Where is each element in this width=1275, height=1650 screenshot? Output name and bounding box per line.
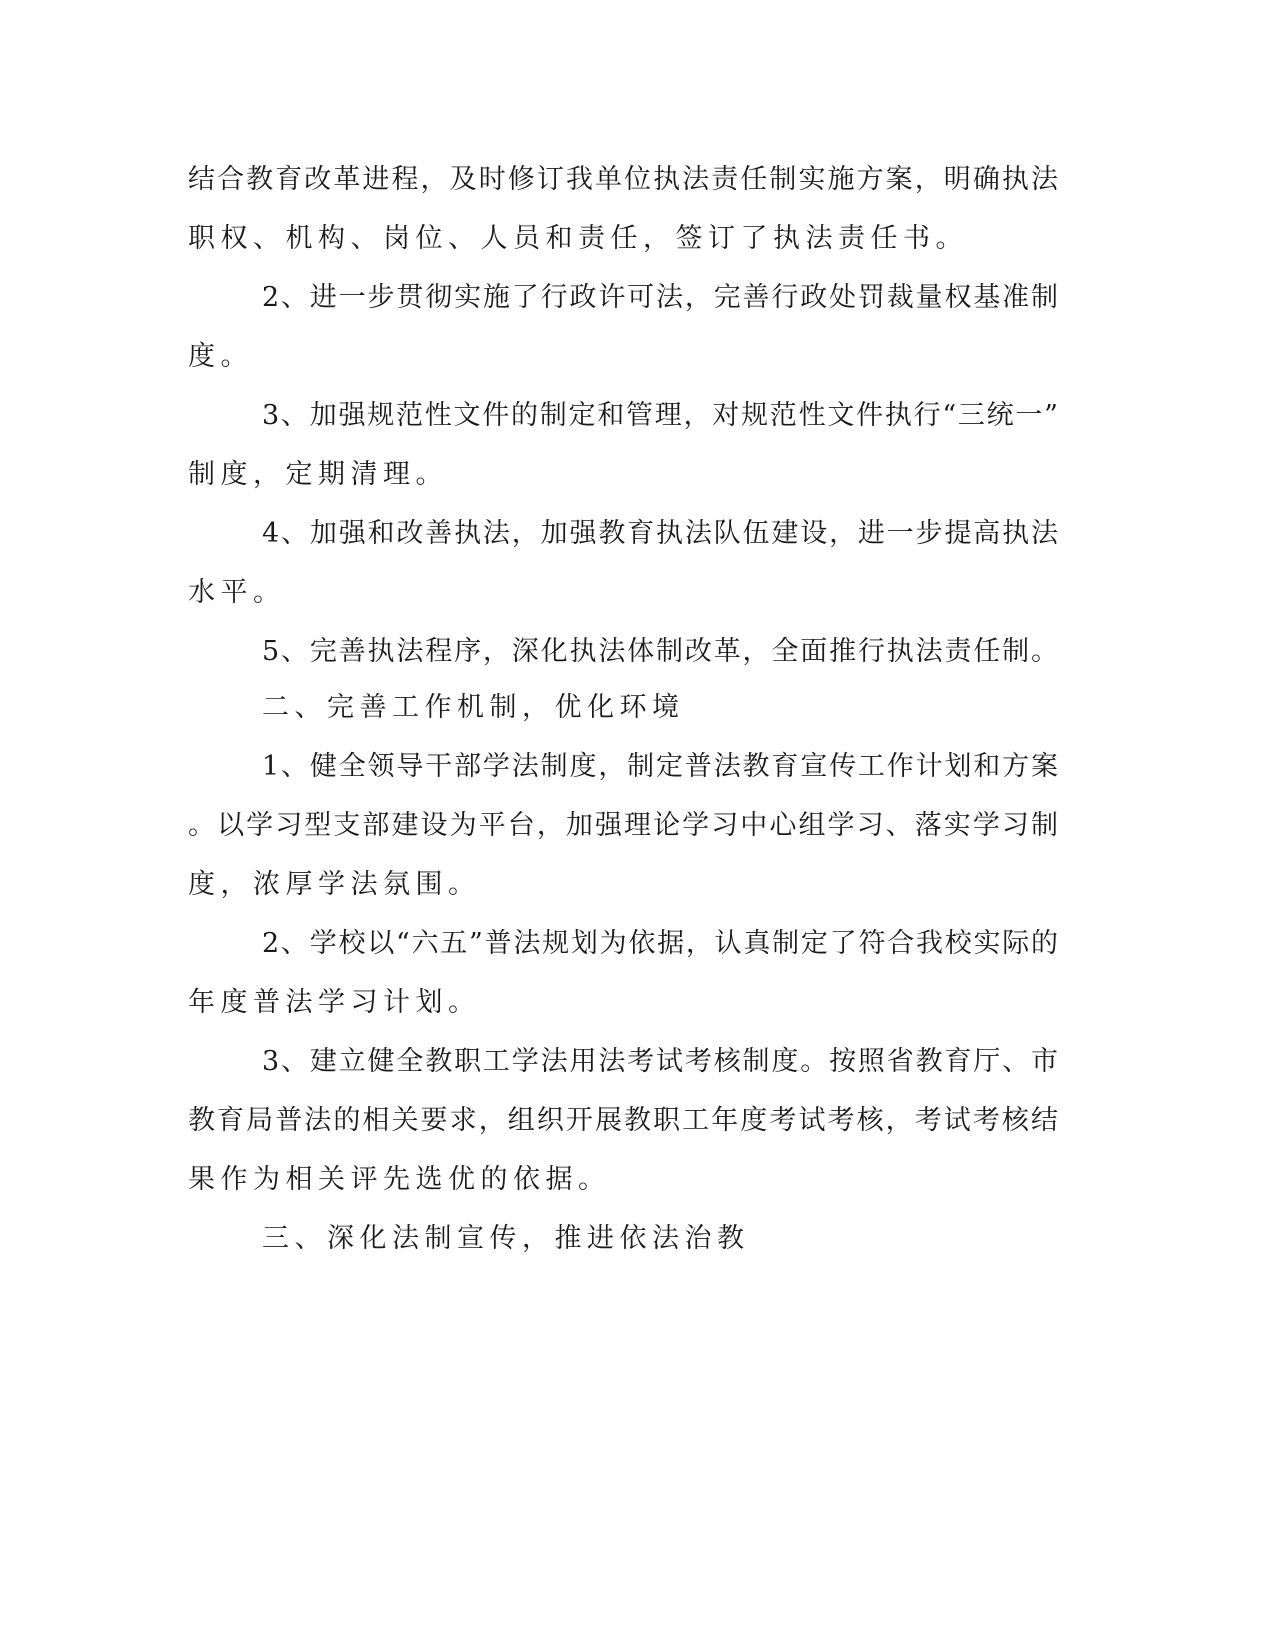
text-line: 2、进一步贯彻实施了行政许可法，完善行政处罚裁量权基准制 [262, 282, 1058, 313]
text-line: 度。 [188, 341, 253, 372]
text-line: 年度普法学习计划。 [188, 987, 481, 1018]
text-line: 1、健全领导干部学法制度，制定普法教育宣传工作计划和方案 [262, 751, 1058, 782]
text-line: 3、加强规范性文件的制定和管理，对规范性文件执行“三统一” [262, 400, 1058, 431]
section-heading: 二、完善工作机制，优化环境 [262, 692, 685, 723]
section-heading: 三、深化法制宣传，推进依法治教 [262, 1223, 750, 1254]
text-line: 教育局普法的相关要求，组织开展教职工年度考试考核，考试考核结 [188, 1105, 1058, 1136]
text-line: 制度，定期清理。 [188, 459, 448, 490]
text-line: 果作为相关评先选优的依据。 [188, 1164, 611, 1195]
text-line: 3、建立健全教职工学法用法考试考核制度。按照省教育厅、市 [262, 1046, 1058, 1077]
text-line: 。以学习型支部建设为平台，加强理论学习中心组学习、落实学习制 [188, 810, 1058, 841]
text-line: 4、加强和改善执法，加强教育执法队伍建设，进一步提高执法 [262, 518, 1058, 549]
text-line: 结合教育改革进程，及时修订我单位执法责任制实施方案，明确执法 [188, 164, 1058, 195]
text-line: 度，浓厚学法氛围。 [188, 869, 481, 900]
text-line: 2、学校以“六五”普法规划为依据，认真制定了符合我校实际的 [262, 928, 1058, 959]
text-line: 职权、机构、岗位、人员和责任，签订了执法责任书。 [188, 223, 968, 254]
text-line: 水平。 [188, 577, 286, 608]
text-line: 5、完善执法程序，深化执法体制改革，全面推行执法责任制。 [262, 636, 1058, 667]
